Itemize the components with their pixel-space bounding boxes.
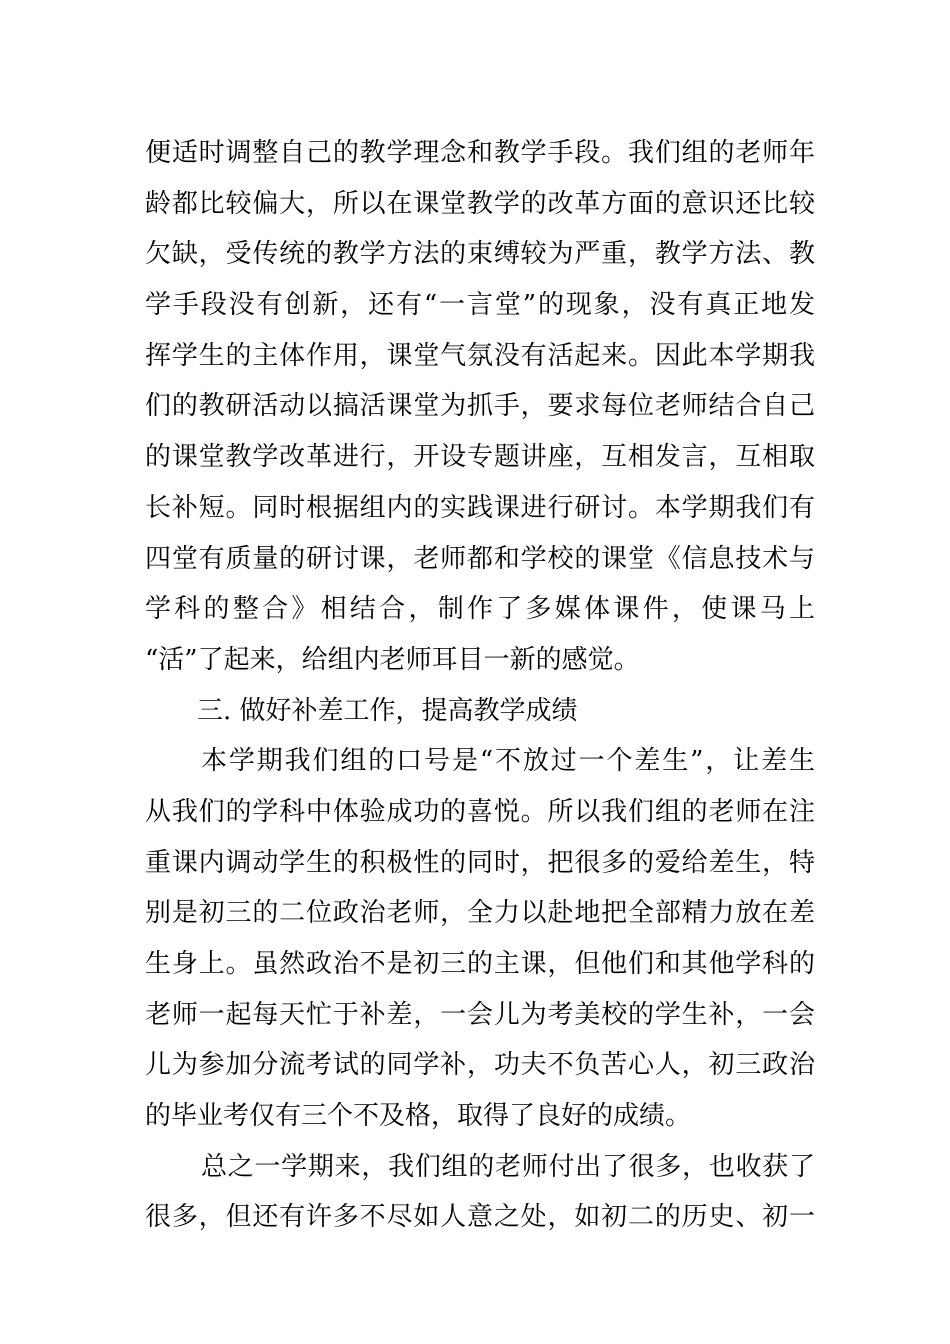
text-line: 本学期我们组的口号是“不放过一个差生”，让差生: [201, 746, 815, 777]
text-line: 生身上。虽然政治不是初三的主课，但他们和其他学科的: [145, 949, 815, 979]
text-line: 长补短。同时根据组内的实践课进行研讨。本学期我们有: [145, 492, 815, 523]
text-line: 四堂有质量的研讨课，老师都和学校的课堂《信息技术与: [145, 543, 815, 574]
text-line: 重课内调动学生的积极性的同时，把很多的爱给差生，特: [145, 847, 815, 878]
text-line: 儿为参加分流考试的同学补，功夫不负苦心人，初三政治: [145, 1050, 815, 1081]
text-line: 老师一起每天忙于补差，一会儿为考美校的学生补，一会: [145, 999, 815, 1030]
text-line: 很多，但还有许多不尽如人意之处，如初二的历史、初一: [145, 1202, 815, 1233]
text-line: 总之一学期来，我们组的老师付出了很多，也收获了: [201, 1151, 815, 1182]
text-line: 挥学生的主体作用，课堂气氛没有活起来。因此本学期我: [145, 340, 815, 371]
text-line: 从我们的学科中体验成功的喜悦。所以我们组的老师在注: [145, 796, 815, 827]
text-line: 便适时调整自己的教学理念和教学手段。我们组的老师年: [145, 138, 815, 168]
text-line: 欠缺，受传统的教学方法的束缚较为严重，教学方法、教: [145, 239, 815, 270]
text-line: 们的教研活动以搞活课堂为抓手，要求每位老师结合自己: [145, 391, 815, 422]
text-line: 的毕业考仅有三个不及格，取得了良好的成绩。: [145, 1101, 692, 1132]
text-line: 学手段没有创新，还有“一言堂”的现象，没有真正地发: [145, 290, 815, 321]
body-text: [145, 128, 815, 1243]
text-line: 别是初三的二位政治老师，全力以赴地把全部精力放在差: [145, 898, 815, 929]
section-heading: 三. 做好补差工作，提高教学成绩: [197, 695, 578, 726]
text-line: “活”了起来，给组内老师耳目一新的感觉。: [145, 644, 640, 675]
text-line: 学科的整合》相结合，制作了多媒体课件，使课马上: [145, 594, 815, 625]
text-line: 龄都比较偏大，所以在课堂教学的改革方面的意识还比较: [145, 188, 815, 219]
text-line: 的课堂教学改革进行，开设专题讲座，互相发言，互相取: [145, 442, 815, 473]
